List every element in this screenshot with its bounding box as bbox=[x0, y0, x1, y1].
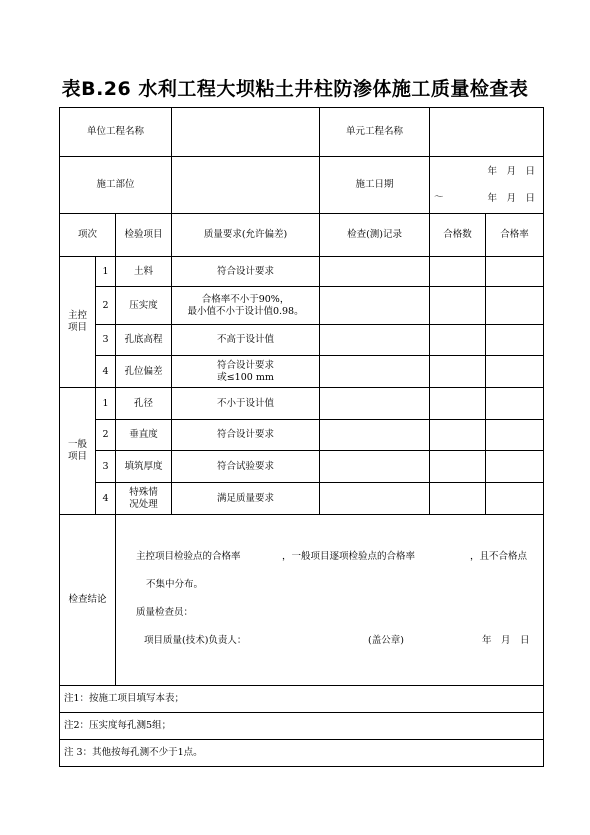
row-requirement: 不高于设计值 bbox=[172, 325, 320, 356]
row-item: 孔径 bbox=[116, 388, 172, 420]
inspection-table bbox=[59, 107, 544, 767]
row-no: 4 bbox=[96, 356, 116, 388]
row-item: 特殊情 况处理 bbox=[116, 483, 172, 515]
qualified-count-cell[interactable] bbox=[430, 451, 486, 483]
conclusion-date: 年 月 日 bbox=[482, 635, 530, 646]
unit-project-field[interactable] bbox=[172, 108, 320, 157]
row-requirement: 符合设计要求 或≤100 mm bbox=[172, 356, 320, 388]
conclusion-unqualified: ，且不合格点 bbox=[470, 551, 528, 562]
row-no: 1 bbox=[96, 257, 116, 287]
qualified-count-cell[interactable] bbox=[430, 483, 486, 515]
inspector-label: 质量检查员： bbox=[136, 607, 194, 618]
qualified-count-cell[interactable] bbox=[430, 420, 486, 451]
table-row bbox=[60, 287, 544, 325]
row-no: 2 bbox=[96, 420, 116, 451]
row-requirement: 符合设计要求 bbox=[172, 257, 320, 287]
record-cell[interactable] bbox=[320, 420, 430, 451]
row-item: 孔底高程 bbox=[116, 325, 172, 356]
conclusion-general-rate: ，一般项目逐项检验点的合格率 bbox=[282, 551, 416, 562]
col-header-record: 检查(测)记录 bbox=[320, 214, 430, 257]
qualified-rate-cell[interactable] bbox=[486, 287, 544, 325]
row-no: 3 bbox=[96, 451, 116, 483]
row-requirement: 满足质量要求 bbox=[172, 483, 320, 515]
element-project-field[interactable] bbox=[430, 108, 544, 157]
row-requirement: 合格率不小于90%， 最小值不小于设计值0.98。 bbox=[172, 287, 320, 325]
row-item: 土料 bbox=[116, 257, 172, 287]
record-cell[interactable] bbox=[320, 287, 430, 325]
col-header-qualified-rate: 合格率 bbox=[486, 214, 544, 257]
qualified-rate-cell[interactable] bbox=[486, 388, 544, 420]
table-row bbox=[60, 257, 544, 287]
construction-date-label: 施工日期 bbox=[320, 157, 430, 214]
row-item: 垂直度 bbox=[116, 420, 172, 451]
qualified-rate-cell[interactable] bbox=[486, 257, 544, 287]
page-title: 表B.26 水利工程大坝粘土井柱防渗体施工质量检查表 bbox=[61, 78, 529, 100]
record-cell[interactable] bbox=[320, 451, 430, 483]
row-no: 1 bbox=[96, 388, 116, 420]
date-tilde: ～ bbox=[434, 192, 444, 203]
table-row bbox=[60, 483, 544, 515]
record-cell[interactable] bbox=[320, 325, 430, 356]
row-no: 3 bbox=[96, 325, 116, 356]
col-header-check-item: 检验项目 bbox=[116, 214, 172, 257]
qualified-count-cell[interactable] bbox=[430, 325, 486, 356]
conclusion-field[interactable] bbox=[116, 515, 544, 686]
row-item: 填筑厚度 bbox=[116, 451, 172, 483]
qualified-count-cell[interactable] bbox=[430, 356, 486, 388]
table-row bbox=[60, 325, 544, 356]
qualified-rate-cell[interactable] bbox=[486, 451, 544, 483]
qualified-count-cell[interactable] bbox=[430, 388, 486, 420]
row-requirement: 不小于设计值 bbox=[172, 388, 320, 420]
row-requirement: 符合试验要求 bbox=[172, 451, 320, 483]
general-group-label: 一般 项目 bbox=[60, 388, 96, 515]
table-row bbox=[60, 420, 544, 451]
col-header-qualified-count: 合格数 bbox=[430, 214, 486, 257]
conclusion-distribution: 不集中分布。 bbox=[146, 579, 204, 590]
date-end: 年 月 日 bbox=[487, 193, 536, 204]
table-row bbox=[60, 451, 544, 483]
construction-part-label: 施工部位 bbox=[60, 157, 172, 214]
conclusion-main-rate: 主控项目检验点的合格率 bbox=[136, 551, 241, 562]
qualified-count-cell[interactable] bbox=[430, 257, 486, 287]
record-cell[interactable] bbox=[320, 388, 430, 420]
row-no: 2 bbox=[96, 287, 116, 325]
col-header-item: 项次 bbox=[60, 214, 116, 257]
row-item: 孔位偏差 bbox=[116, 356, 172, 388]
qualified-rate-cell[interactable] bbox=[486, 356, 544, 388]
col-header-requirement: 质量要求(允许偏差) bbox=[172, 214, 320, 257]
construction-part-field[interactable] bbox=[172, 157, 320, 214]
qualified-rate-cell[interactable] bbox=[486, 483, 544, 515]
construction-date-field[interactable] bbox=[430, 157, 544, 214]
conclusion-label: 检查结论 bbox=[60, 515, 116, 686]
responsible-label: 项目质量(技术)负责人： bbox=[144, 635, 247, 646]
element-project-label: 单元工程名称 bbox=[320, 108, 430, 157]
qualified-count-cell[interactable] bbox=[430, 287, 486, 325]
record-cell[interactable] bbox=[320, 356, 430, 388]
note-1: 注1：按施工项目填写本表； bbox=[60, 686, 544, 713]
record-cell[interactable] bbox=[320, 483, 430, 515]
unit-project-label: 单位工程名称 bbox=[60, 108, 172, 157]
main-group-label: 主控 项目 bbox=[60, 257, 96, 388]
table-row bbox=[60, 388, 544, 420]
row-item: 压实度 bbox=[116, 287, 172, 325]
note-3: 注 3：其他按每孔测不少于1点。 bbox=[60, 740, 544, 767]
table-row bbox=[60, 356, 544, 388]
seal-label: (盖公章) bbox=[368, 635, 404, 646]
date-start: 年 月 日 bbox=[487, 166, 536, 177]
qualified-rate-cell[interactable] bbox=[486, 420, 544, 451]
row-requirement: 符合设计要求 bbox=[172, 420, 320, 451]
record-cell[interactable] bbox=[320, 257, 430, 287]
row-no: 4 bbox=[96, 483, 116, 515]
note-2: 注2：压实度每孔测5组； bbox=[60, 713, 544, 740]
qualified-rate-cell[interactable] bbox=[486, 325, 544, 356]
